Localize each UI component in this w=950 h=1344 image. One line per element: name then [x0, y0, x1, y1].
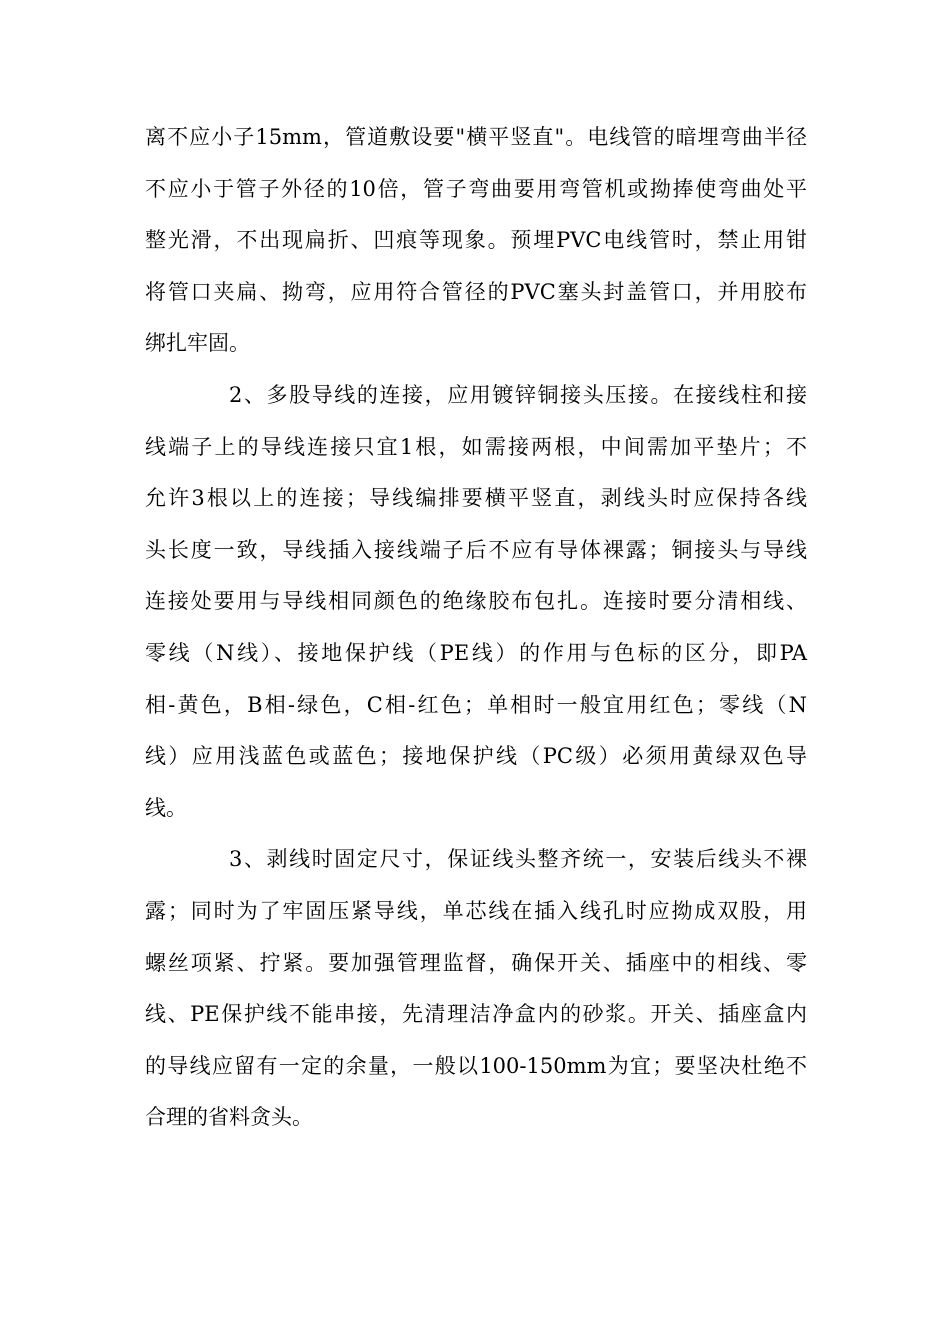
text-line: 2、多股导线的连接，应用镀锌铜接头压接。在接线柱和接 [229, 382, 807, 407]
paragraph [145, 112, 807, 370]
text-line: 3、剥线时固定尺寸，保证线头整齐统一，安装后线头不裸 [229, 847, 807, 872]
text-line: 不应小于管子外径的10倍，管子弯曲要用弯管机或拗捧使弯曲处平 [145, 176, 807, 201]
text-line: 连接处要用与导线相同颜色的绝缘胶布包扎。连接时要分清相线、 [145, 589, 807, 614]
paragraph [145, 370, 807, 834]
text-line: 线。 [145, 795, 187, 820]
text-line: 合理的省料贪头。 [145, 1105, 313, 1130]
text-line: 的导线应留有一定的余量，一般以100-150mm为宜；要坚决杜绝不 [145, 1053, 807, 1078]
text-line: 相-黄色，B相-绿色，C相-红色；单相时一般宜用红色；零线（N [145, 692, 807, 717]
text-line: 将管口夹扁、拗弯，应用符合管径的PVC塞头封盖管口，并用胶布 [145, 279, 807, 304]
text-line: 线、PE保护线不能串接，先清理洁净盒内的砂浆。开关、插座盒内 [145, 1002, 807, 1027]
text-line: 离不应小子15mm，管道敷设要"横平竖直"。电线管的暗埋弯曲半径 [145, 125, 807, 149]
text-line: 绑扎牢固。 [145, 331, 250, 356]
text-line: 线）应用浅蓝色或蓝色；接地保护线（PC级）必须用黄绿双色导 [145, 744, 807, 769]
text-line: 允许3根以上的连接；导线编排要横平竖直，剥线头时应保持各线 [145, 486, 807, 511]
text-line: 整光滑，不出现扁折、凹痕等现象。预埋PVC电线管时，禁止用钳 [145, 228, 807, 253]
text-line: 线端子上的导线连接只宜1根，如需接两根，中间需加平垫片；不 [145, 434, 807, 459]
text-line: 螺丝项紧、拧紧。要加强管理监督，确保开关、插座中的相线、零 [145, 950, 807, 975]
text-line: 头长度一致，导线插入接线端子后不应有导体裸露；铜接头与导线 [145, 537, 807, 562]
paragraph [145, 834, 807, 1144]
text-line: 零线（N线）、接地保护线（PE线）的作用与色标的区分，即PA [145, 640, 807, 665]
document-body [145, 112, 807, 1144]
text-line: 露；同时为了牢固压紧导线，单芯线在插入线孔时应拗成双股，用 [145, 898, 807, 923]
